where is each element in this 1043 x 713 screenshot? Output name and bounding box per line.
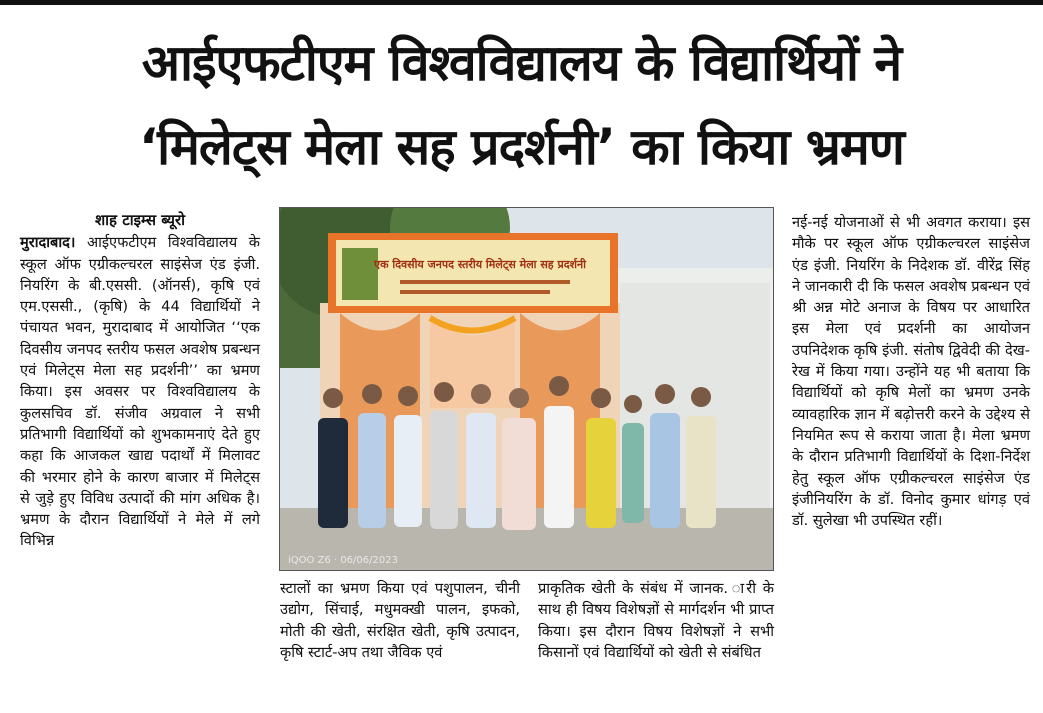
camera-stamp: iQOO Z6 · 06/06/2023	[288, 555, 398, 566]
article-paragraph-1	[20, 232, 260, 551]
event-photo	[279, 207, 774, 571]
article-column-4	[792, 212, 1030, 531]
dateline: मुरादाबाद।	[20, 234, 76, 252]
article-text-col1: आईएफटीएम विश्वविद्यालय के स्कूल ऑफ एग्रीकल्चरल साइंसेज एंड इंजी. नियरिंग के बी.एससी. (ऑनर्स), कृषि एवं एम.एससी., (कृषि) के 44 विद्यार्थियों ने पंचायत भवन, मुरादाबाद में आयोजित ‘‘एक दिवसीय जनपद स्तरीय फसल अवशेष प्रबन्धन एवं मिलेट्स मेला सह प्रदर्शनी’’ का भ्रमण किया। इस अवसर पर विश्वविद्यालय के कुलसचिव डॉ. संजीव अग्रवाल ने सभी प्रतिभागी विद्यार्थियों को शुभकामनाएं देते हुए कहा कि आजकल खाद्य पदार्थों में मिलावट की भरमार होने के कारण बाजार में मिलेट्स से जुड़े हुए विविध उत्पादों की मांग अधिक है। भ्रमण के दौरान विद्यार्थियों ने मेले में लगे विभिन्न	[20, 234, 261, 550]
banner-text: एक दिवसीय जनपद स्तरीय मिलेट्स मेला सह प्रदर्शनी	[373, 258, 587, 271]
group-photo-illustration	[280, 208, 773, 570]
article-text-col2: स्टालों का भ्रमण किया एवं पशुपालन, चीनी उद्योग, सिंचाई, मधुमक्खी पालन, इफको, मोती की खेती, संरक्षित खेती, कृषि उत्पादन, कृषि स्टार्ट-अप तथा जैविक एवं	[280, 580, 520, 661]
headline-line-1: आईएफटीएम विश्वविद्यालय के विद्यार्थियों ने	[141, 34, 902, 92]
article-text-col3: प्राकृतिक खेती के संबंध में जानक. ारी के साथ ही विषय विशेषज्ञों से मार्गदर्शन भी प्राप्त किया। इस दौरान विषय विशेषज्ञों ने सभी किसानों एवं विद्यार्थियों को खेती से संबंधित	[538, 580, 774, 661]
headline-line-2: ‘मिलेट्स मेला सह प्रदर्शनी’ का किया भ्रमण	[139, 118, 904, 176]
article-column-2	[280, 578, 520, 663]
top-rule	[0, 0, 1043, 5]
article-column-1	[20, 210, 260, 552]
article-column-3	[538, 578, 774, 663]
byline: शाह टाइम्स ब्यूरो	[94, 211, 186, 229]
article-text-col4: नई-नई योजनाओं से भी अवगत कराया। इस मौके पर स्कूल ऑफ एग्रीकल्चरल साइंसेज एंड इंजी. नियरिंग के निदेशक डॉ. वीरेंद्र सिंह ने जानकारी दी कि फसल अवशेष प्रबन्धन एवं श्री अन्न मोटे अनाज के विषय पर आधारित इस मेला एवं प्रदर्शनी का आयोजन उपनिदेशक कृषि इंजी. संतोष द्विवेदी की देख-रेख में किया गया। उन्होंने यह भी बताया कि विद्यार्थियों को कृषि मेलों का भ्रमण उनके व्यावहारिक ज्ञान में बढ़ोत्तरी करने के उद्देश्य से नियमित रूप से कराया जाता है। मेला भ्रमण के दौरान प्रतिभागी विद्यार्थियों के दिशा-निर्देश हेतु स्कूल ऑफ एग्रीकल्चरल साइंसेज एंड इंजीनियरिंग के डॉ. विनोद कुमार धांगड़ एवं डॉ. सुलेखा भी उपस्थित रहीं।	[792, 214, 1030, 530]
